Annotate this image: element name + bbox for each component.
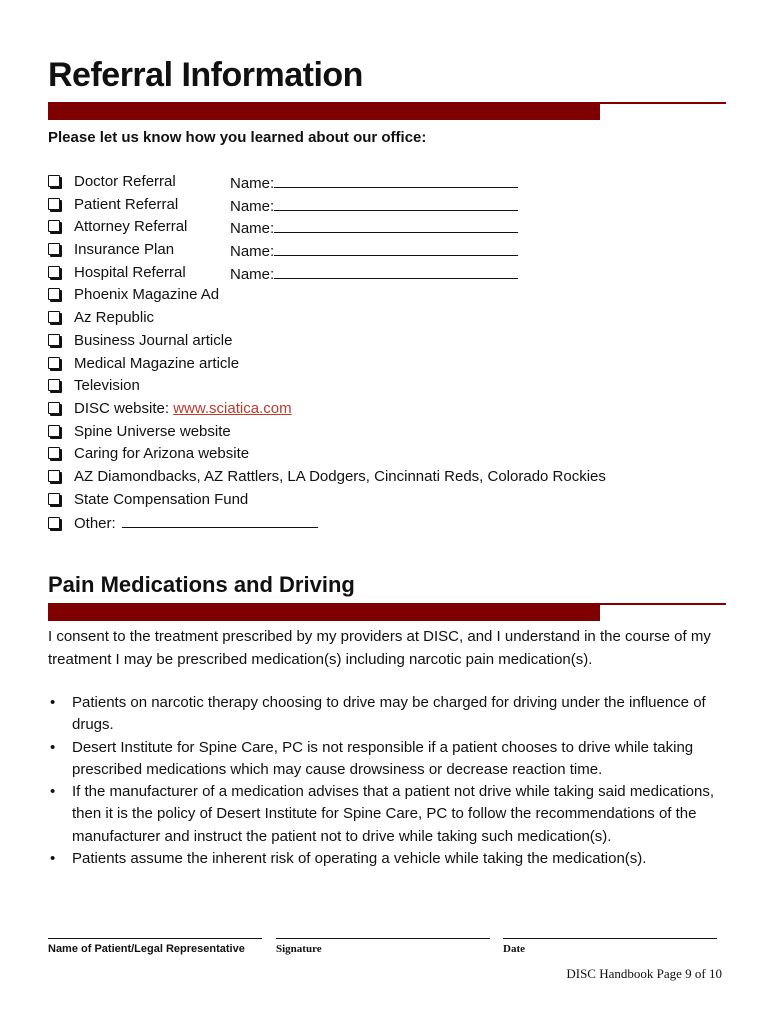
policy-bullet-text: Desert Institute for Spine Care, PC is not responsible if a patient chooses to drive while taking prescribed medications which may cause drowsiness or decrease reaction time. bbox=[72, 738, 694, 778]
consent-paragraph: I consent to the treatment prescribed by my providers at DISC, and I understand in the course of my treatment I may be prescribed medication(s) including narcotic pain medication(s). bbox=[48, 628, 711, 668]
referral-name-field[interactable] bbox=[274, 194, 518, 211]
checkbox-icon[interactable] bbox=[48, 198, 60, 210]
bullet-icon: • bbox=[50, 850, 56, 868]
policy-bullet bbox=[48, 737, 730, 782]
referral-name-field[interactable] bbox=[274, 171, 518, 188]
referral-prompt: Please let us know how you learned about our office: bbox=[48, 129, 427, 146]
referral-option[interactable] bbox=[48, 353, 728, 376]
referral-option[interactable] bbox=[48, 421, 728, 444]
referral-option[interactable] bbox=[48, 511, 728, 534]
name-label: Name: bbox=[230, 220, 275, 238]
checkbox-icon[interactable] bbox=[48, 288, 60, 300]
referral-option-label: Caring for Arizona website bbox=[74, 445, 250, 463]
referral-option-label: Phoenix Magazine Ad bbox=[74, 286, 220, 304]
page-title: Referral Information bbox=[48, 56, 363, 94]
checkbox-icon[interactable] bbox=[48, 493, 60, 505]
referral-option[interactable] bbox=[48, 375, 728, 398]
name-label: Name: bbox=[230, 175, 275, 192]
policy-bullet bbox=[48, 848, 730, 870]
policy-bullet-text: Patients on narcotic therapy choosing to drive may be charged for driving under the influence of drugs. bbox=[72, 694, 706, 734]
date-field[interactable] bbox=[503, 938, 717, 955]
referral-option-label: Doctor Referral bbox=[74, 173, 176, 190]
date-label: Date bbox=[503, 943, 525, 955]
referral-option-label: Insurance Plan bbox=[74, 241, 175, 259]
policy-bullet-text: If the manufacturer of a medication advises that a patient not drive while taking said medications, then it is the policy of Desert Institute for Spine Care, PC to follow the recommendations of the manufacturer and instruct the patient not to drive while taking such medication(s). bbox=[72, 783, 715, 845]
referral-option-label: Hospital Referral bbox=[74, 263, 186, 281]
checkbox-icon[interactable] bbox=[48, 357, 60, 369]
other-text-field[interactable] bbox=[122, 511, 318, 528]
referral-option-label: Business Journal article bbox=[74, 331, 233, 349]
referral-option[interactable] bbox=[48, 194, 728, 217]
referral-option[interactable] bbox=[48, 262, 728, 285]
checkbox-icon[interactable] bbox=[48, 243, 60, 255]
checkbox-icon[interactable] bbox=[48, 334, 60, 346]
section-divider bbox=[48, 102, 726, 120]
referral-option[interactable] bbox=[48, 284, 728, 307]
referral-name-field[interactable] bbox=[274, 216, 518, 233]
section-divider bbox=[48, 603, 726, 621]
policy-bullet bbox=[48, 781, 730, 848]
checkbox-icon[interactable] bbox=[48, 266, 60, 278]
checkbox-icon[interactable] bbox=[48, 220, 60, 232]
checkbox-icon[interactable] bbox=[48, 402, 60, 414]
referral-option[interactable] bbox=[48, 216, 728, 239]
section-title-pain-medications: Pain Medications and Driving bbox=[48, 572, 355, 597]
policy-bullet bbox=[48, 692, 730, 737]
referral-option-label: Az Republic bbox=[74, 309, 155, 327]
referral-option-label: Spine Universe website bbox=[74, 422, 231, 440]
name-label: Name: bbox=[230, 197, 275, 215]
referral-option[interactable] bbox=[48, 171, 728, 194]
patient-name-signature-field[interactable] bbox=[48, 938, 262, 955]
policy-bullet-text: Patients assume the inherent risk of operating a vehicle while taking the medication(s). bbox=[72, 850, 647, 868]
checkbox-icon[interactable] bbox=[48, 175, 60, 187]
referral-option-label: Attorney Referral bbox=[74, 218, 188, 236]
referral-option-label: Medical Magazine article bbox=[74, 354, 240, 372]
policy-bullet-list bbox=[48, 692, 730, 870]
website-link[interactable]: www.sciatica.com bbox=[173, 399, 292, 417]
referral-options-list bbox=[48, 171, 728, 534]
bullet-icon: • bbox=[50, 783, 56, 801]
referral-option-label: AZ Diamondbacks, AZ Rattlers, LA Dodgers, Cincinnati Reds, Colorado Rockies bbox=[74, 467, 606, 485]
referral-option[interactable] bbox=[48, 330, 728, 353]
referral-option[interactable] bbox=[48, 398, 728, 421]
checkbox-icon[interactable] bbox=[48, 379, 60, 391]
bullet-icon: • bbox=[50, 738, 56, 756]
name-label: Name: bbox=[230, 243, 275, 261]
referral-option[interactable] bbox=[48, 307, 728, 330]
referral-option-label: Patient Referral bbox=[74, 195, 179, 213]
signature-label: Signature bbox=[276, 943, 322, 955]
checkbox-icon[interactable] bbox=[48, 425, 60, 437]
checkbox-icon[interactable] bbox=[48, 517, 60, 529]
referral-name-field[interactable] bbox=[274, 239, 518, 256]
referral-option[interactable] bbox=[48, 443, 728, 466]
name-label: Name: bbox=[230, 265, 275, 283]
checkbox-icon[interactable] bbox=[48, 447, 60, 459]
referral-option[interactable] bbox=[48, 489, 728, 512]
referral-name-field[interactable] bbox=[274, 262, 518, 279]
signature-field[interactable] bbox=[276, 938, 490, 955]
referral-option[interactable] bbox=[48, 239, 728, 262]
referral-option-label: Other bbox=[74, 515, 112, 533]
checkbox-icon[interactable] bbox=[48, 311, 60, 323]
referral-option-label: Television bbox=[74, 377, 140, 395]
referral-option-label: State Compensation Fund bbox=[74, 490, 249, 508]
other-separator: : bbox=[111, 515, 116, 533]
checkbox-icon[interactable] bbox=[48, 470, 60, 482]
referral-option-label: DISC website: bbox=[74, 399, 170, 417]
bullet-icon: • bbox=[50, 694, 56, 711]
page-footer: DISC Handbook Page 9 of 10 bbox=[566, 966, 722, 981]
patient-name-label: Name of Patient/Legal Representative bbox=[48, 943, 245, 955]
referral-option[interactable] bbox=[48, 466, 728, 489]
